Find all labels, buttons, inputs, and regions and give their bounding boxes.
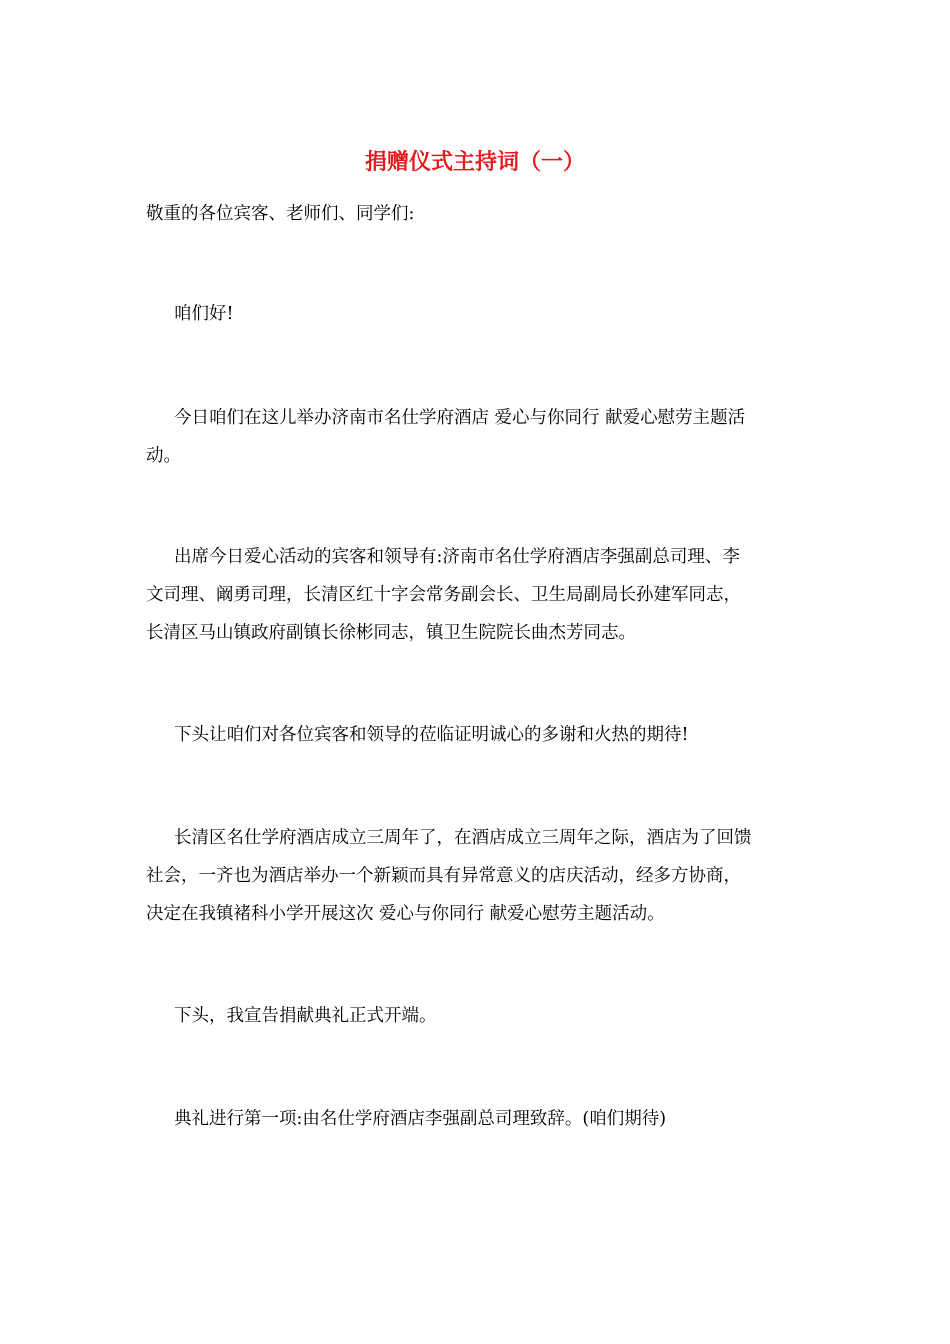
paragraph-line: 下头让咱们对各位宾客和领导的莅临证明诚心的多谢和火热的期待! [174,725,689,745]
paragraph-line: 下头，我宣告捐献典礼正式开端。 [174,1006,437,1026]
paragraph-line: 咱们好! [174,304,234,324]
paragraph-line: 决定在我镇褚科小学开展这次 爱心与你同行 献爱心慰劳主题活动。 [146,904,665,924]
paragraph-line: 典礼进行第一项:由名仕学府酒店李强副总司理致辞。(咱们期待) [174,1109,667,1129]
paragraph-first-item [146,1100,806,1138]
paragraph-anniversary [146,819,806,933]
paragraph-ceremony-start [146,997,806,1035]
paragraph-line: 长清区名仕学府酒店成立三周年了，在酒店成立三周年之际，酒店为了回馈 [174,828,752,848]
paragraph-line: 今日咱们在这儿举办济南市名仕学府酒店 爱心与你同行 献爱心慰劳主题活 [174,408,746,428]
salutation [146,195,806,233]
salutation-line: 敬重的各位宾客、老师们、同学们: [146,204,415,224]
paragraph-line: 长清区马山镇政府副镇长徐彬同志，镇卫生院院长曲杰芳同志。 [146,623,636,643]
paragraph-greeting [146,295,806,333]
paragraph-line: 文司理、阚勇司理，长清区红十字会常务副会长、卫生局副局长孙建军同志， [146,585,741,605]
paragraph-line: 社会，一齐也为酒店举办一个新颖而具有异常意义的店庆活动，经多方协商， [146,866,741,886]
document-title: 捐赠仪式主持词（一） [364,150,585,175]
paragraph-event-intro [146,399,806,475]
paragraph-welcome [146,716,806,754]
paragraph-line: 出席今日爱心活动的宾客和领导有:济南市名仕学府酒店李强副总司理、李 [174,547,740,567]
paragraph-guests [146,538,806,652]
paragraph-line: 动。 [146,446,181,466]
